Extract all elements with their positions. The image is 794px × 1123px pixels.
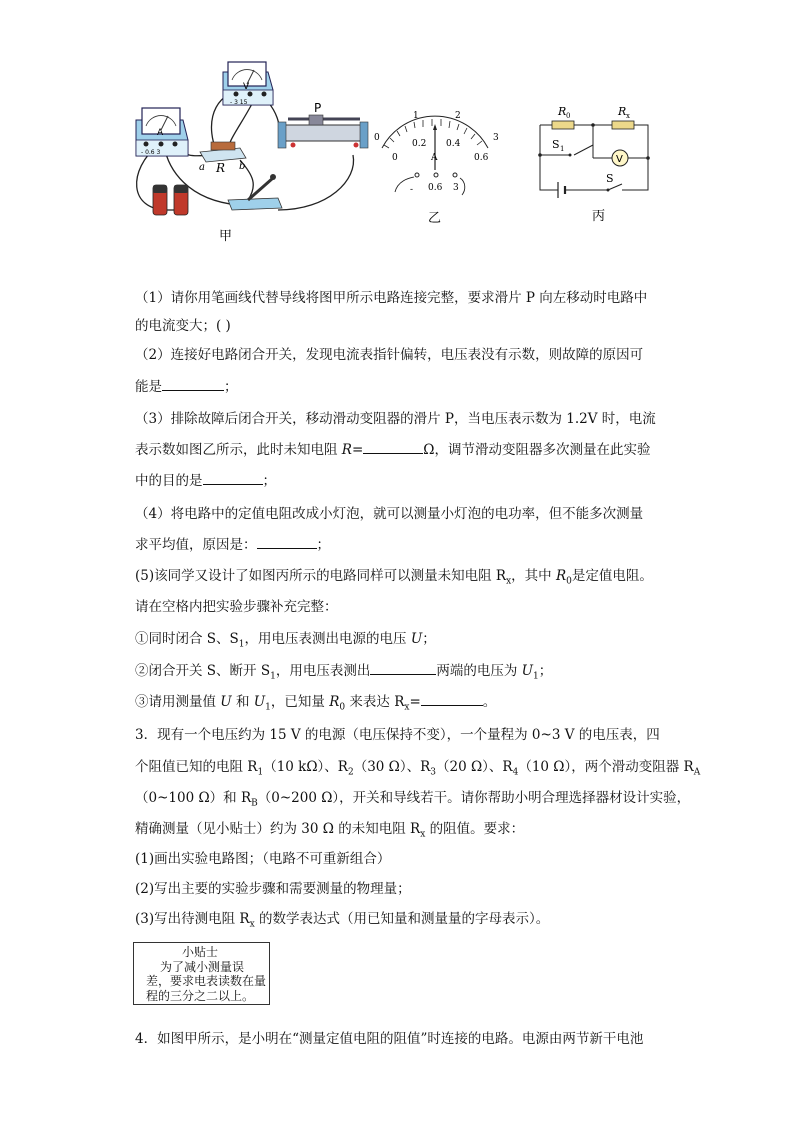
tip-line1: 为了减小测量误 (160, 959, 245, 974)
dial-top-1: 1 (413, 111, 419, 121)
bing-s-label: S (606, 172, 614, 185)
ammeter-icon (136, 108, 188, 156)
bing-r0-label: R (558, 105, 567, 118)
dial-bottom-0: 0 (392, 153, 398, 163)
dial-bottom-3: 0.6 (474, 153, 489, 163)
answer-blank[interactable] (257, 534, 317, 549)
p3-req3: (3)写出待测电阻 $R_x$ 的数学表达式（用已知量和测量量的字母表示）。 (135, 911, 550, 930)
q3-line2: 表示数如图乙所示，此时未知电阻 R= Ω，调节滑动变阻器多次测量在此实验 (135, 439, 650, 460)
figure-jia-caption: 甲 (219, 229, 233, 244)
p3-line4: 精确测量（见小贴士）约为 30 Ω 的未知电阻 $R_x$ 的阻值。要求： (135, 821, 525, 840)
q3-line3: 中的目的是 ； (135, 470, 276, 491)
terminal-minus: - (410, 185, 414, 195)
dial-top-2: 2 (455, 111, 461, 121)
answer-blank[interactable] (370, 660, 436, 675)
resistor-label: R (216, 161, 226, 175)
dial-top-0: 0 (374, 133, 380, 143)
answer-blank[interactable] (363, 439, 423, 454)
tip-title: 小贴士 (182, 945, 219, 959)
answer-blank[interactable] (203, 470, 263, 485)
bing-rx-label: R (618, 105, 627, 118)
q3-line1: （3）排除故障后闭合开关，移动滑动变阻器的滑片 P，当电压表示数为 1.2V 时，电流 (135, 411, 656, 427)
slider-label: P (314, 101, 322, 115)
bing-s1-sub: 1 (560, 145, 565, 153)
p4-line1: 4．如图甲所示，是小明在“测量定值电阻的阻值”时连接的电路。电源由两节新干电池 (135, 1031, 644, 1047)
voltmeter-label: V (243, 82, 250, 92)
figure-jia-circuit (128, 60, 383, 244)
p3-line2: 个阻值已知的电阻 $R_1(10$ kΩ）、$R_2(30$ Ω）、$R_3(20$ Ω）、$R_4(10$ Ω），两个滑动变阻器 $R_A$ (135, 759, 701, 778)
figure-bing-caption: 丙 (592, 209, 606, 224)
q4-line2: 求平均值，原因是： ； (135, 534, 330, 555)
p3-req2: (2)写出主要的实验步骤和需要测量的物理量； (135, 881, 411, 897)
ammeter-label: A (157, 128, 164, 138)
answer-blank[interactable] (162, 376, 224, 391)
dial-bottom-2: 0.4 (446, 139, 461, 149)
step-3: ③请用测量值 U 和 $U_1$，已知量 $R_0$ 来表达 $R_x=$ 。 (135, 691, 496, 718)
switch-icon (228, 174, 282, 210)
terminal-b-label: b (239, 161, 246, 172)
figure-yi-ammeter-dial (370, 100, 505, 225)
bing-voltmeter-label: V (616, 154, 623, 165)
tip-line2: 差，要求电表读数在量 (146, 974, 267, 988)
bing-rx-sub: x (626, 112, 630, 120)
q5-line1: (5)该同学又设计了如图丙所示的电路同样可以测量未知电阻 $R_x$，其中 $R_0$是定值电阻。 (135, 568, 653, 587)
resistor-board-icon (199, 142, 246, 175)
voltmeter-ticks: - 3 15 (230, 99, 248, 106)
q1-line2: 的电流变大；( ) (135, 318, 231, 334)
p3-line3: （0~100 Ω）和 $R_B(0\sim 200$ Ω），开关和导线若干。请你帮助小明合理选择器材设计实验， (135, 790, 691, 809)
figure-yi-caption: 乙 (428, 211, 442, 226)
terminal-0-6: 0.6 (428, 183, 443, 193)
ammeter-ticks: - 0.6 3 (141, 149, 161, 156)
step-1: ①同时闭合 S、$S_1$，用电压表测出电源的电压 U； (135, 631, 436, 650)
p3-req1: (1)画出实验电路图；（电路不可重新组合） (135, 851, 391, 867)
dial-bottom-1: 0.2 (412, 139, 427, 149)
voltmeter-icon (223, 62, 273, 106)
tip-box (133, 942, 270, 1005)
p3-line1: 3．现有一个电压约为 15 V 的电源（电压保持不变），一个量程为 0~3 V 的电压表，四 (135, 727, 660, 743)
tip-line3: 程的三分之二以上。 (146, 988, 255, 1003)
rheostat-icon (278, 101, 368, 148)
terminal-3: 3 (453, 183, 459, 193)
q1-line1: （1）请你用笔画线代替导线将图甲所示电路连接完整，要求滑片 P 向左移动时电路中 (135, 290, 648, 306)
figure-bing-circuit (530, 100, 660, 225)
q2-line1: （2）连接好电路闭合开关，发现电流表指针偏转，电压表没有示数，则故障的原因可 (135, 347, 644, 363)
terminal-a-label: a (199, 162, 205, 173)
answer-blank[interactable] (421, 691, 483, 706)
q5-line2: 请在空格内把实验步骤补充完整： (135, 599, 338, 615)
bing-r0-sub: 0 (566, 112, 571, 120)
bing-s1-label: S (552, 138, 560, 151)
step-2: ②闭合开关 S、断开 $S_1$，用电压表测出 两端的电压为 $U_1$； (135, 660, 552, 687)
dial-top-3: 3 (493, 133, 499, 143)
q4-line1: （4）将电路中的定值电阻改成小灯泡，就可以测量小灯泡的电功率，但不能多次测量 (135, 506, 644, 522)
q2-line2: 能是 ； (135, 376, 238, 397)
dial-unit: A (431, 153, 438, 163)
